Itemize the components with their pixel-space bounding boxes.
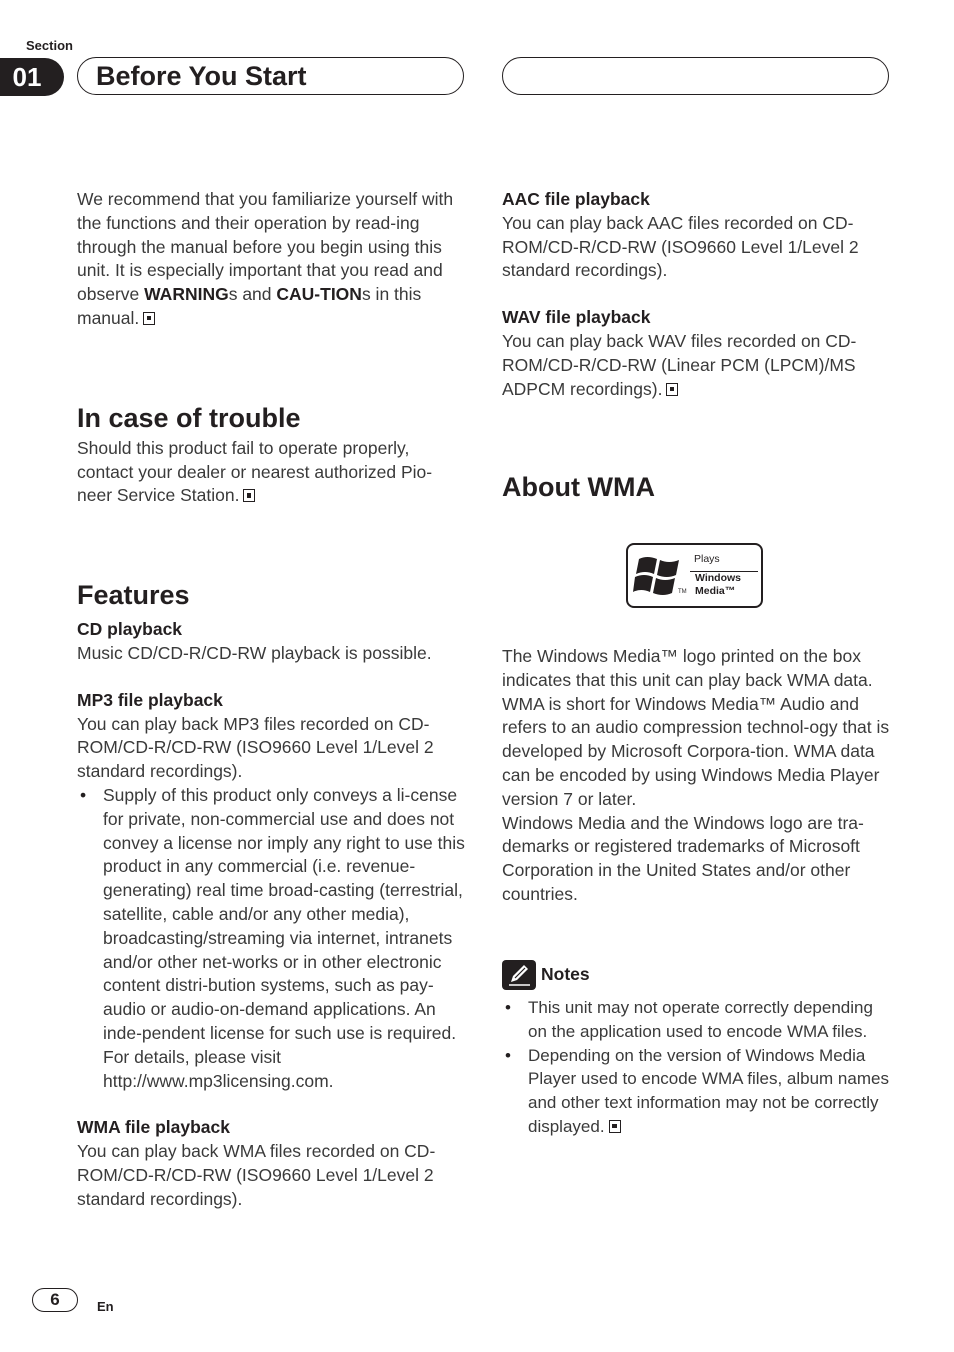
trouble-paragraph: Should this product fail to operate properly, contact your dealer or nearest authorized Pio-neer Service Station.: [77, 437, 433, 506]
wma-playback-text: You can play back WMA files recorded on CD-ROM/CD-R/CD-RW (ISO9660 Level 1/Level 2 standard recordings).: [77, 1141, 436, 1209]
mp3-playback-text: You can play back MP3 files recorded on CD-ROM/CD-R/CD-RW (ISO9660 Level 1/Level 2 standard recordings).: [77, 713, 434, 782]
pencil-icon: [502, 960, 536, 990]
cd-playback-heading: CD playback: [77, 619, 183, 640]
wma-playback-heading: WMA file playback: [77, 1117, 230, 1138]
note-item: • This unit may not operate correctly depending on the application used to encode WMA files.: [502, 996, 892, 1044]
caution-term: CAU-TION: [276, 284, 362, 305]
aac-playback-text: You can play back AAC files recorded on CD-ROM/CD-R/CD-RW (ISO9660 Level 1/Level 2 standard recordings).: [502, 212, 859, 281]
end-mark-icon: [143, 312, 155, 325]
mp3-playback-heading: MP3 file playback: [77, 689, 223, 710]
aac-playback-heading: AAC file playback: [502, 189, 650, 209]
page-number: 6: [32, 1288, 78, 1312]
features-heading: Features: [77, 580, 190, 611]
section-label: Section: [26, 38, 73, 53]
note-item: • Depending on the version of Windows Media Player used to encode WMA files, album names and other text information may not be correctly displayed.: [502, 1044, 892, 1139]
section-number: 01: [0, 58, 64, 96]
logo-tm-text: TM: [678, 589, 687, 595]
end-mark-icon: [666, 383, 678, 396]
about-wma-heading: About WMA: [502, 472, 655, 503]
intro-paragraph: We recommend that you familiarize yourself with the functions and their operation by read-ing through the manual before you begin using this unit. It is especially important that you read and observe WARNINGs and CAU-TIONs in this manual.: [77, 189, 454, 328]
wav-playback-heading: WAV file playback: [502, 307, 651, 328]
trouble-heading: In case of trouble: [77, 402, 301, 433]
notes-label: Notes: [541, 964, 590, 984]
notes-list: [502, 996, 892, 1139]
wav-playback-text: You can play back WAV files recorded on CD-ROM/CD-R/CD-RW (Linear PCM (LPCM)/MS ADPCM recordings).: [502, 330, 857, 399]
end-mark-icon: [243, 489, 255, 502]
mp3-license-bullet: • Supply of this product only conveys a li-cense for private, non-commercial use and does not convey a license nor imply any right to use this product in any commercial (i.e. revenue-generating) real time broad-casting (terrestrial, satellite, cable and/or any other media), broadcasting/streaming via internet, intranets and/or other net-works or in other electronic content distri-bution systems, such as pay-audio or audio-on-demand applications. An inde-pendent license for such use is required. For details, please visit http://www.mp3licensing.com.: [77, 784, 465, 1093]
language-label: En: [97, 1299, 114, 1314]
cd-playback-text: Music CD/CD-R/CD-RW playback is possible.: [77, 642, 432, 663]
about-wma-text: The Windows Media™ logo printed on the box indicates that this unit can play back WMA data. WMA is short for Windows Media™ Audio and refers to an audio compression technol-ogy that is developed by Microsoft Corpora-tion. WMA data can be encoded by using Windows Media Player version 7 or later. Windows Media and the Windows logo are tra-demarks or registered trademarks of Microsoft Corporation in the United States and/or other countries.: [502, 646, 890, 904]
section-title: Before You Start: [96, 61, 307, 91]
end-mark-icon: [609, 1120, 621, 1133]
header-right-frame: [502, 57, 889, 95]
left-column: [77, 188, 465, 1212]
logo-windows-media-text: Windows Media™: [695, 572, 741, 597]
right-column: [502, 188, 890, 504]
logo-plays-text: Plays: [694, 553, 720, 565]
warning-term: WARNING: [144, 284, 229, 305]
